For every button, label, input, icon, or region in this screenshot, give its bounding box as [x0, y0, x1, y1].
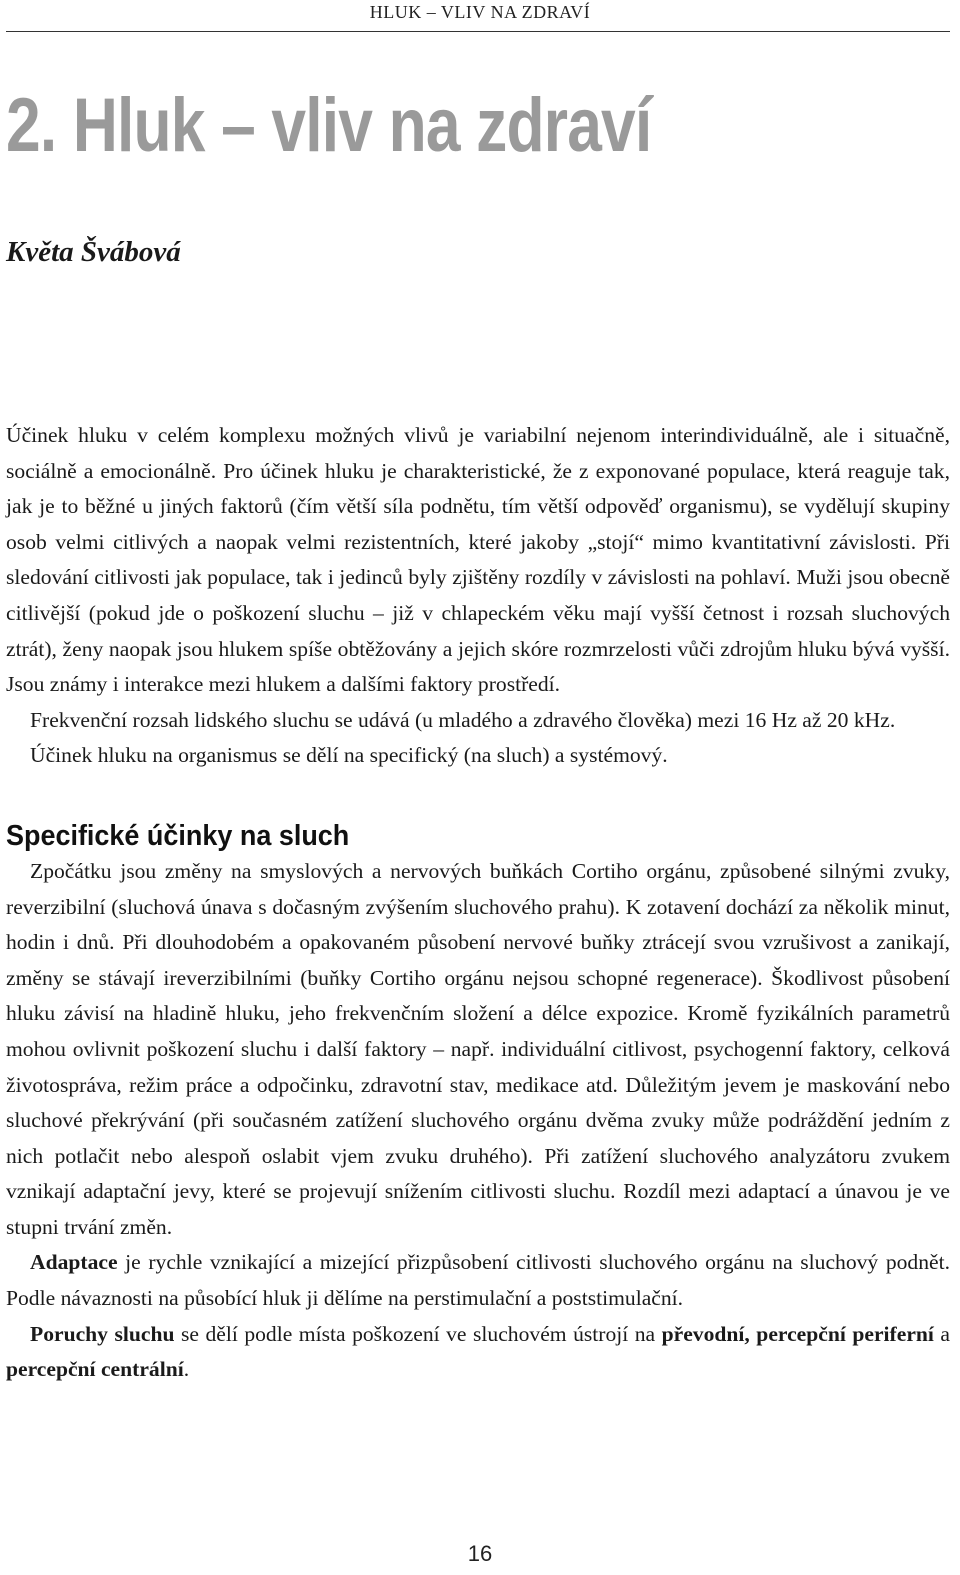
section-paragraph-1: Zpočátku jsou změny na smyslových a nervových buňkách Cortiho orgánu, způsobené silnými zvuky, reverzibilní (sluchová únava s dočasným zvýšením sluchového prahu). K zotavení dochází za několik minut, hodin i dnů. Při dlouhodobém a opakovaném působení nervové buňky ztrácejí svou vzrušivost a zanikají, změny se stávají ireverzibilními (buňky Cortiho orgánu nejsou schopné regenerace). Škodlivost působení hluku závisí na hladině hluku, jeho frekvenčním složení a délce expozice. Kromě fyzikálních parametrů mohou ovlivnit poškození sluchu i další faktory – např. individuální citlivost, psychogenní faktory, celková životospráva, režim práce a odpočinku, zdravotní stav, medikace atd. Důležitým jevem je maskování nebo sluchové překrývání (při současném zatížení sluchového orgánu dvěma zvuky může podráždění jedním z nich potlačit nebo alespoň oslabit vjem zvuku druhého). Při zatížení sluchového analyzátoru zvukem vznikají adaptační jevy, které se projevují snížením citlivosti sluchu. Rozdíl mezi adaptací a únavou je ve stupni trvání změn.	[6, 858, 950, 1239]
term-poruchy-sluchu: Poruchy sluchu	[30, 1321, 175, 1346]
section-heading: Specifické účinky na sluch	[6, 819, 350, 852]
intro-paragraph-3: Účinek hluku na organismus se dělí na specifický (na sluch) a systémový.	[30, 743, 668, 768]
author-name: Květa Švábová	[6, 236, 181, 268]
poruchy-text: se dělí podle místa poškození ve sluchovém ústrojí na	[174, 1321, 662, 1346]
term-prevodni-percepcni: převodní, percepční periferní	[661, 1321, 934, 1346]
term-percepcni-centralni: percepční centrální	[6, 1357, 184, 1382]
section-paragraph-adaptace	[6, 1245, 950, 1316]
chapter-title: 2. Hluk – vliv na zdraví	[6, 83, 652, 168]
header-rule	[6, 31, 950, 32]
adaptace-text: je rychle vznikající a mizející přizpůsobení citlivosti sluchového orgánu na sluchový podnět. Podle návaznosti na působící hluk ji dělíme na perstimulační a poststimulační.	[6, 1250, 950, 1311]
page-number: 16	[467, 1541, 493, 1566]
intro-paragraph-1: Účinek hluku v celém komplexu možných vlivů je variabilní nejenom interindividuálně, ale i situačně, sociálně a emocionálně. Pro účinek hluku je charakteristické, že z exponované populace, která reaguje tak, jak je to běžné u jiných faktorů (čím větší síla podnětu, tím větší odpověď organismu), se vydělují skupiny osob velmi citlivých a naopak velmi rezistentních, které jakoby „stojí“ mimo kvantitativní závislosti. Při sledování citlivosti jak populace, tak i jedinců byly zjištěny rozdíly v závislosti na pohlaví. Muži jsou obecně citlivější (pokud jde o poškození sluchu – již v chlapeckém věku mají vyšší četnost i rozsah sluchových ztrát), ženy naopak jsou hlukem spíše obtěžovány a jejich skóre rozmrzelosti vůči zdrojům hluku bývá vyšší. Jsou známy i interakce mezi hlukem a dalšími faktory prostředí.	[6, 423, 950, 697]
intro-paragraph-2: Frekvenční rozsah lidského sluchu se udává (u mladého a zdravého člověka) mezi 16 Hz až 20 kHz.	[30, 707, 896, 732]
poruchy-and: a	[933, 1321, 951, 1346]
running-header: HLUK – VLIV NA ZDRAVÍ	[369, 2, 591, 22]
section-paragraph-poruchy	[6, 1317, 950, 1388]
poruchy-end: .	[183, 1357, 190, 1382]
body-text	[6, 418, 950, 1388]
term-adaptace: Adaptace	[30, 1250, 118, 1275]
